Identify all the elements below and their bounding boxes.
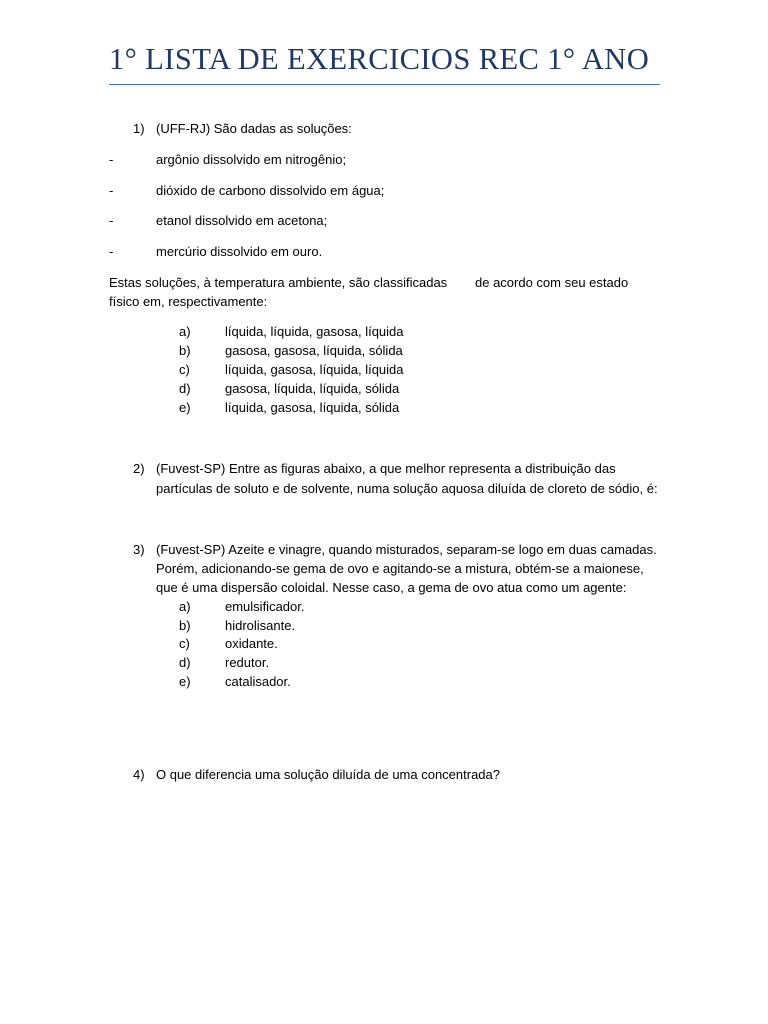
- option-text: catalisador.: [225, 674, 291, 689]
- option-letter: d): [179, 655, 191, 670]
- option-text: oxidante.: [225, 636, 278, 651]
- option-text: emulsificador.: [225, 599, 305, 614]
- option-letter: e): [179, 400, 191, 415]
- question-text: que é uma dispersão coloidal. Nesse caso, a gema de ovo atua como um agente:: [156, 580, 627, 595]
- option-text: líquida, líquida, gasosa, líquida: [225, 324, 404, 339]
- option-letter: b): [179, 343, 191, 358]
- question-number: 2): [133, 461, 145, 476]
- question-text: partículas de soluto e de solvente, numa solução aquosa diluída de cloreto de sódio, é:: [156, 481, 658, 496]
- option-text: líquida, gasosa, líquida, sólida: [225, 400, 400, 415]
- option-text: gasosa, líquida, líquida, sólida: [225, 381, 400, 396]
- option-letter: b): [179, 618, 191, 633]
- question-number: 3): [133, 542, 145, 557]
- option-text: hidrolisante.: [225, 618, 296, 633]
- option-letter: c): [179, 362, 190, 377]
- bullet-text: dióxido de carbono dissolvido em água;: [156, 183, 385, 198]
- bullet-text: argônio dissolvido em nitrogênio;: [156, 152, 347, 167]
- paragraph-text: físico em, respectivamente:: [109, 294, 268, 309]
- question-text: (Fuvest-SP) Azeite e vinagre, quando misturados, separam-se logo em duas camadas.: [156, 542, 657, 557]
- question-text: O que diferencia uma solução diluída de uma concentrada?: [156, 767, 500, 782]
- option-letter: e): [179, 674, 191, 689]
- document-title: 1° LISTA DE EXERCICIOS REC 1° ANO: [109, 42, 650, 76]
- bullet-mark: -: [109, 244, 114, 259]
- bullet-mark: -: [109, 183, 114, 198]
- option-letter: a): [179, 324, 191, 339]
- bullet-mark: -: [109, 152, 114, 167]
- question-text: (Fuvest-SP) Entre as figuras abaixo, a que melhor representa a distribuição das: [156, 461, 616, 476]
- bullet-text: mercúrio dissolvido em ouro.: [156, 244, 323, 259]
- question-number: 4): [133, 767, 145, 782]
- option-text: gasosa, gasosa, líquida, sólida: [225, 343, 403, 358]
- paragraph-text: Estas soluções, à temperatura ambiente, são classificadas: [109, 275, 448, 290]
- paragraph-text: de acordo com seu estado: [475, 275, 629, 290]
- question-text: Porém, adicionando-se gema de ovo e agitando-se a mistura, obtém-se a maionese,: [156, 561, 644, 576]
- question-number: 1): [133, 121, 145, 136]
- bullet-text: etanol dissolvido em acetona;: [156, 213, 328, 228]
- title-underline: [109, 84, 660, 85]
- option-letter: a): [179, 599, 191, 614]
- option-text: líquida, gasosa, líquida, líquida: [225, 362, 404, 377]
- bullet-mark: -: [109, 213, 114, 228]
- option-letter: d): [179, 381, 191, 396]
- option-text: redutor.: [225, 655, 270, 670]
- option-letter: c): [179, 636, 190, 651]
- question-text: (UFF-RJ) São dadas as soluções:: [156, 121, 352, 136]
